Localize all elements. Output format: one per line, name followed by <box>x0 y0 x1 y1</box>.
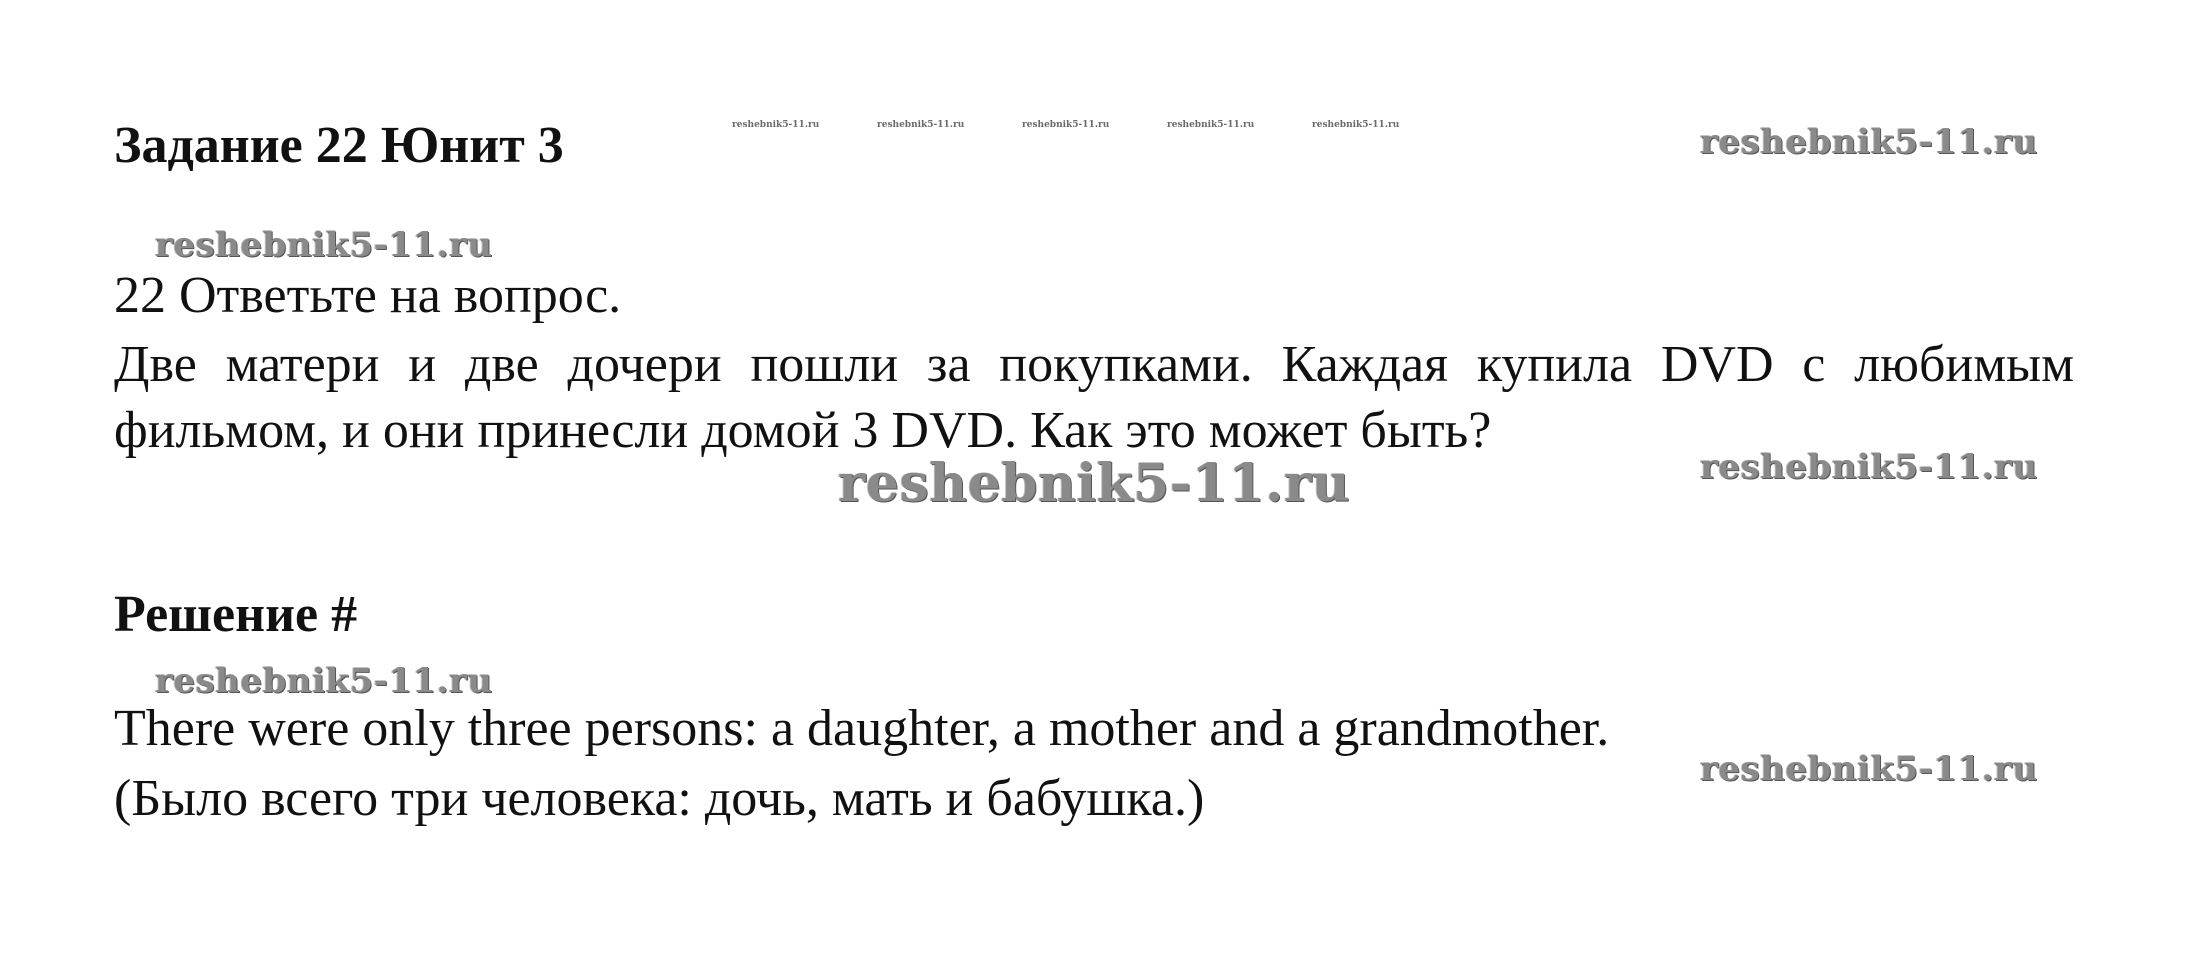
tiny-watermark: reshebnik5-11.ru <box>1167 120 1255 130</box>
solution-heading: Решение # <box>114 586 358 643</box>
watermark-left-upper: reshebnik5-11.ru <box>155 225 493 265</box>
watermark-center: reshebnik5-11.ru <box>838 453 1351 514</box>
answer-english: There were only three persons: a daughter, a mother and a grandmother. <box>114 700 1610 757</box>
tiny-watermark: reshebnik5-11.ru <box>877 120 965 130</box>
watermark-right-middle: reshebnik5-11.ru <box>1700 447 2038 487</box>
tiny-watermark-row <box>732 121 1432 135</box>
riddle-text: Две матери и две дочери пошли за покупками. Каждая купила DVD с любимым фильмом, и они принесли домой 3 DVD. Как это может быть? <box>114 336 2074 459</box>
watermark-right-lower: reshebnik5-11.ru <box>1700 749 2038 789</box>
tiny-watermark: reshebnik5-11.ru <box>1022 120 1110 130</box>
question-line: 22 Ответьте на вопрос. <box>114 267 622 324</box>
tiny-watermark: reshebnik5-11.ru <box>1312 120 1400 130</box>
task-heading: Задание 22 Юнит 3 <box>114 117 564 174</box>
watermark-top-right: reshebnik5-11.ru <box>1700 122 2038 162</box>
answer-russian: (Было всего три человека: дочь, мать и бабушка.) <box>114 770 1205 827</box>
watermark-left-lower: reshebnik5-11.ru <box>155 661 493 701</box>
tiny-watermark: reshebnik5-11.ru <box>732 120 820 130</box>
